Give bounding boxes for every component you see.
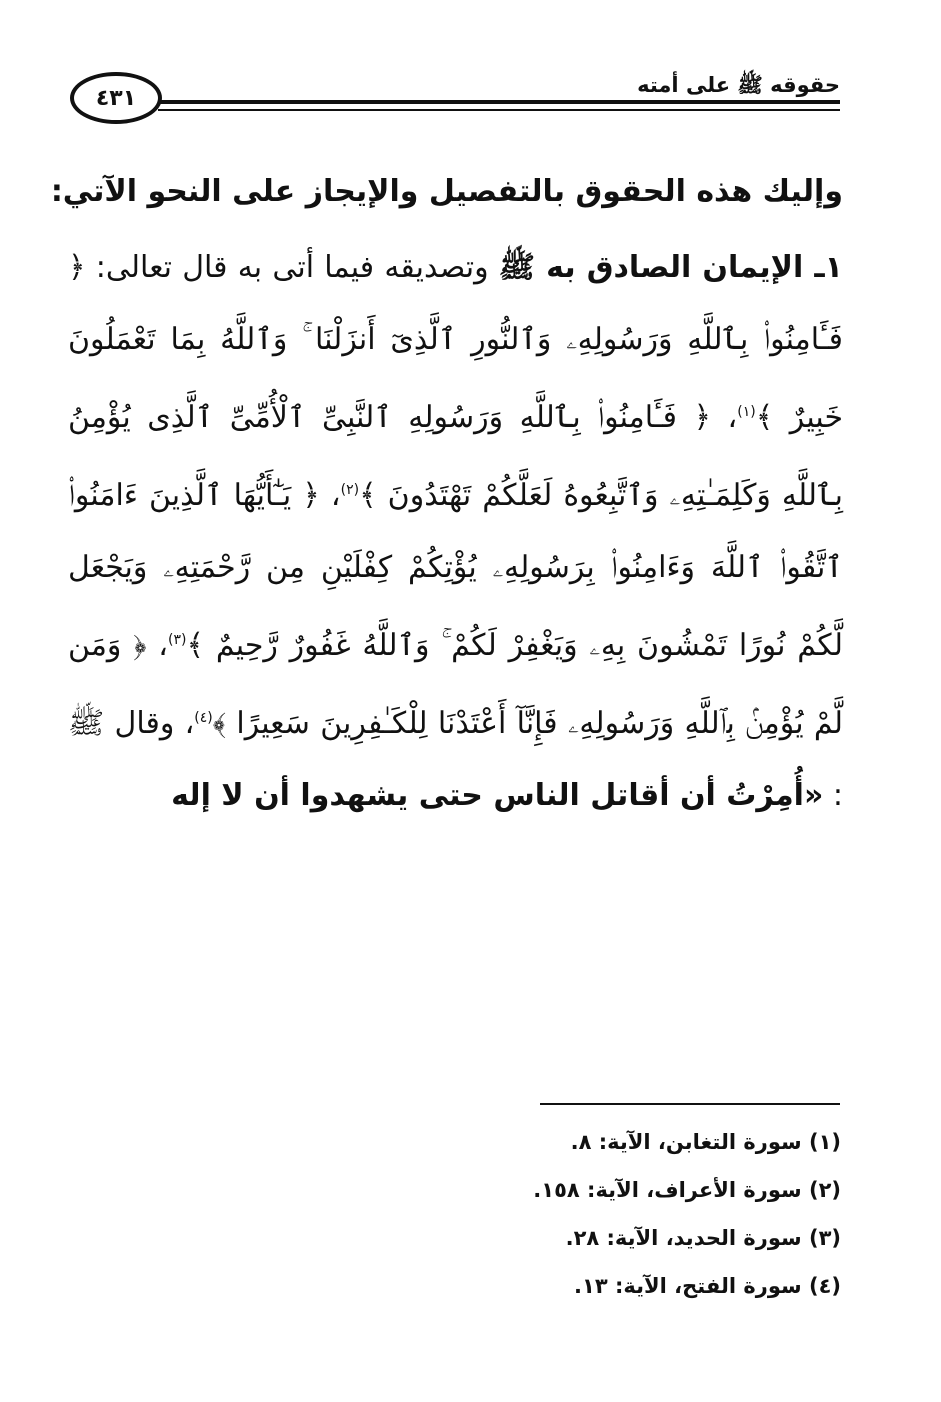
footnote-1: (١) سورة التغابن، الآية: ٨. xyxy=(570,1130,841,1154)
footnotes xyxy=(533,1118,841,1310)
verse-2: ﴿ فَـَٔامِنُوا۟ بِٱللَّهِ وَرَسُولِهِ ٱلنَّبِىِّ ٱلْأُمِّىِّ ٱلَّذِى يُؤْمِنُ بِٱللَّهِ وَكَلِمَـٰتِهِۦ وَٱتَّبِعُوهُ لَعَلَّكُمْ تَهْتَدُونَ ﴾ xyxy=(68,400,843,513)
footnote-2: (٢) سورة الأعراف، الآية: ١٥٨. xyxy=(533,1178,841,1202)
item-1-paragraph: ١ـ الإيمان الصادق به ﷺ وتصديقه فيما أتى به قال تعالى: ﴿ فَـَٔامِنُوا۟ بِٱللَّهِ وَرَسُولِهِۦ وَٱلنُّورِ ٱلَّذِىٓ أَنزَلْنَا ۚ وَٱللَّهُ بِمَا تَعْمَلُونَ خَبِيرٌ ﴾$^{(١)}$، ﴿ فَـَٔامِنُوا۟ بِٱللَّهِ وَرَسُولِهِ ٱلنَّبِىِّ ٱلْأُمِّىِّ ٱلَّذِى يُؤْمِنُ بِٱللَّهِ وَكَلِمَـٰتِهِۦ وَٱتَّبِعُوهُ لَعَلَّكُمْ تَهْتَدُونَ ﴾$^{(٢)}$، ﴿ يَـٰٓأَيُّهَا ٱلَّذِينَ ءَامَنُوا۟ ٱتَّقُوا۟ ٱللَّهَ وَءَامِنُوا۟ بِرَسُولِهِۦ يُؤْتِكُمْ كِفْلَيْنِ مِن رَّحْمَتِهِۦ وَيَجْعَل لَّكُمْ نُورًا تَمْشُونَ بِهِۦ وَيَغْفِرْ لَكُمْ ۚ وَٱللَّهُ غَفُورٌ رَّحِيمٌ ﴾$^{(٣)}$، ﴿ وَمَن لَّمْ يُؤْمِنۢ بِٱللَّهِ وَرَسُولِهِۦ فَإِنَّآ أَعْتَدْنَا لِلْكَـٰفِرِينَ سَعِيرًا ﴾$^{(٤)}$، وقال ﷺ : «أُمِرْتُ أن أقاتل الناس حتى يشهدوا أن لا إله xyxy=(68,250,843,813)
page-number: ٤٣١ xyxy=(70,72,162,124)
item-1-text-1: وتصديقه فيما أتى به قال تعالى: xyxy=(95,250,489,285)
intro-line: وإليك هذه الحقوق بالتفصيل والإيجاز على النحو الآتي: xyxy=(50,174,843,209)
footnote-ref-4: (٤) xyxy=(194,710,213,726)
header-rule-thin xyxy=(158,109,840,111)
footnote-ref-2: (٢) xyxy=(340,482,360,498)
footnote-rule xyxy=(540,1103,840,1105)
footnote-3: (٣) سورة الحديد، الآية: ٢٨. xyxy=(565,1226,841,1250)
hadith-quote: «أُمِرْتُ أن أقاتل الناس حتى يشهدوا أن لا إله xyxy=(171,778,824,813)
footnote-ref-1: (١) xyxy=(737,404,756,420)
footnote-4: (٤) سورة الفتح، الآية: ١٣. xyxy=(574,1274,841,1298)
body-text xyxy=(50,160,843,832)
item-1-text-2: وقال ﷺ : xyxy=(68,706,843,813)
verse-1: ﴿ فَـَٔامِنُوا۟ بِٱللَّهِ وَرَسُولِهِۦ وَٱلنُّورِ ٱلَّذِىٓ أَنزَلْنَا ۚ وَٱللَّهُ بِمَا تَعْمَلُونَ خَبِيرٌ ﴾ xyxy=(68,250,843,435)
page-header xyxy=(70,70,840,138)
verse-4: ﴿ وَمَن لَّمْ يُؤْمِنۢ بِٱللَّهِ وَرَسُولِهِۦ فَإِنَّآ أَعْتَدْنَا لِلْكَـٰفِرِينَ سَعِيرًا ﴾ xyxy=(68,628,843,741)
footnote-ref-3: (٣) xyxy=(167,632,187,648)
running-title: حقوقه ﷺ على أمته xyxy=(637,73,840,97)
item-1-heading: ١ـ الإيمان الصادق به ﷺ xyxy=(498,250,843,285)
verse-3: ﴿ يَـٰٓأَيُّهَا ٱلَّذِينَ ءَامَنُوا۟ ٱتَّقُوا۟ ٱللَّهَ وَءَامِنُوا۟ بِرَسُولِهِۦ يُؤْتِكُمْ كِفْلَيْنِ مِن رَّحْمَتِهِۦ وَيَجْعَل لَّكُمْ نُورًا تَمْشُونَ بِهِۦ وَيَغْفِرْ لَكُمْ ۚ وَٱللَّهُ غَفُورٌ رَّحِيمٌ ﴾ xyxy=(68,478,843,663)
